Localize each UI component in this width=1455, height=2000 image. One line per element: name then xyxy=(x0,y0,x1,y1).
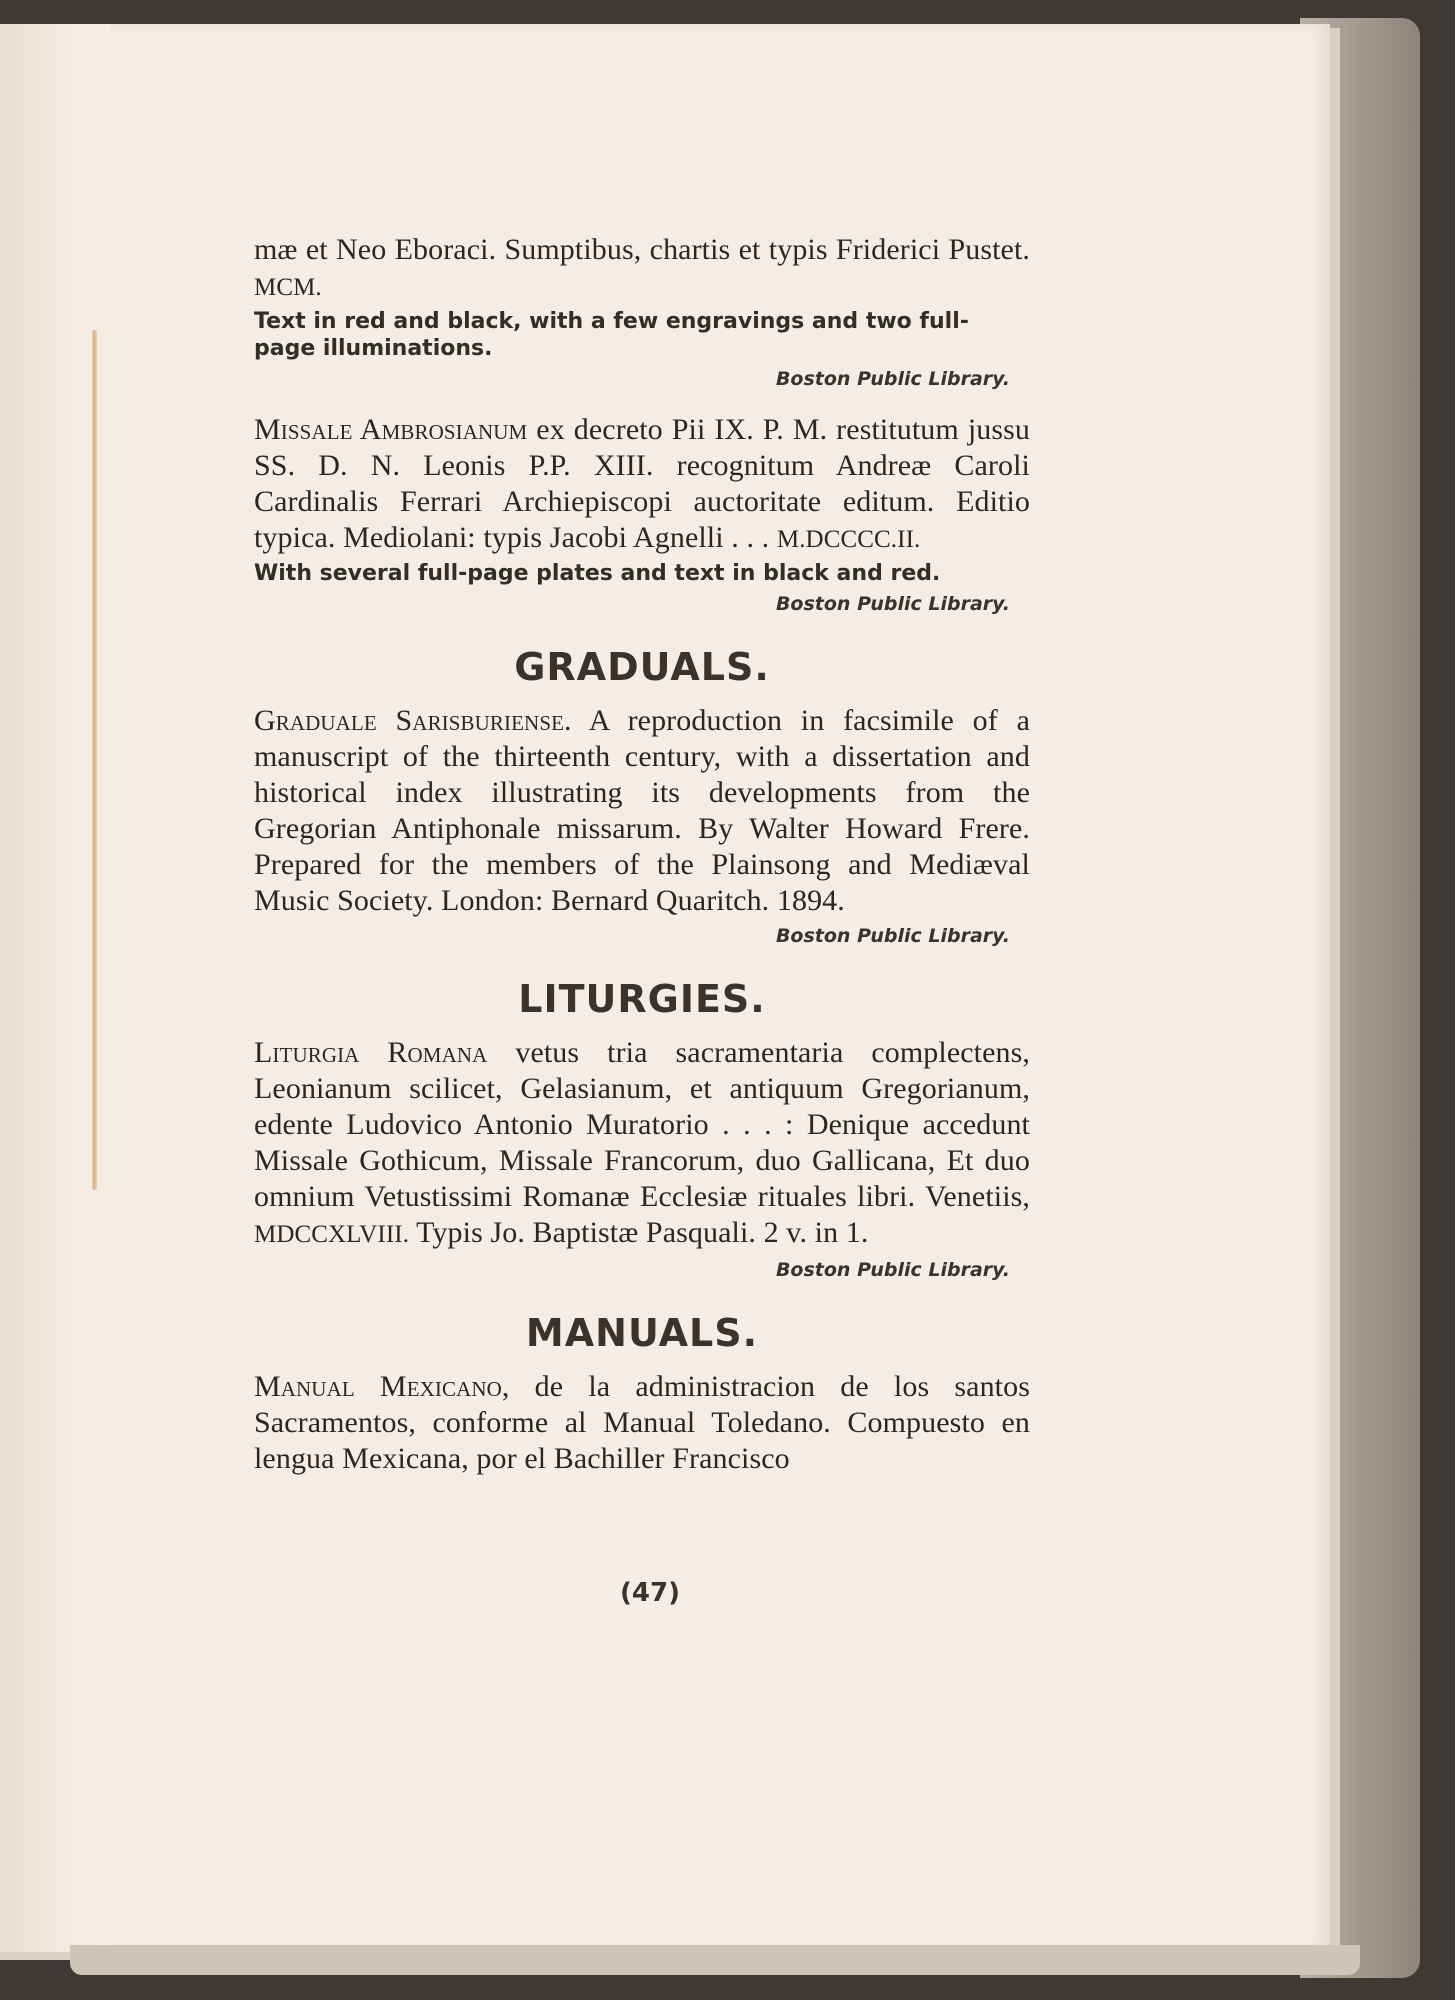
entry-continuation xyxy=(254,232,1030,390)
library-credit: Boston Public Library. xyxy=(775,925,1010,947)
entry-title: Liturgia Romana xyxy=(254,1036,488,1069)
entry-manual-mexicano xyxy=(254,1369,1030,1477)
entry-title: Missale Ambrosianum xyxy=(254,413,528,446)
binding-thread xyxy=(92,330,97,1190)
page-number: (47) xyxy=(620,1578,680,1608)
entry-text-part: A reproduction in facsimile of a manuscript of the thirteenth century, with a dissertation and historical index illustrating its developments from the Gregorian Antiphonale missarum. By Walter Howard Frere. Prepared for the members of the Plainsong and Mediæval Music Society. London: Bernard Quaritch. 1894. xyxy=(254,704,1030,917)
entry-text xyxy=(254,1035,1030,1253)
entry-date: M.DCCCC.II. xyxy=(776,526,921,553)
entry-text xyxy=(254,412,1030,558)
page-bottom-edge xyxy=(70,1945,1360,1975)
entry-note: With several full-page plates and text in black and red. xyxy=(254,561,941,586)
section-heading-liturgies: LITURGIES. xyxy=(518,977,766,1021)
section-heading-manuals: MANUALS. xyxy=(525,1311,759,1355)
entry-title: Manual Mexicano, xyxy=(254,1370,510,1403)
entry-text-part: mæ et Neo Eboraci. Sumptibus, chartis et typis Friderici Pustet. xyxy=(254,233,1030,266)
entry-date: MDCCXLVIII. xyxy=(254,1221,410,1248)
entry-title: Graduale Sarisburiense. xyxy=(254,704,572,737)
entry-date: MCM. xyxy=(254,274,322,301)
entry-text-part: Typis Jo. Baptistæ Pasquali. 2 v. in 1. xyxy=(409,1216,869,1249)
entry-missale-ambrosianum xyxy=(254,412,1030,615)
page-content xyxy=(254,232,1030,1499)
library-credit: Boston Public Library. xyxy=(775,593,1010,615)
entry-note: Text in red and black, with a few engravings and two full-page illuminations. xyxy=(254,309,969,361)
library-credit: Boston Public Library. xyxy=(775,368,1010,390)
entry-graduale-sarisburiense xyxy=(254,703,1030,947)
section-heading-graduals: GRADUALS. xyxy=(514,645,770,689)
library-credit: Boston Public Library. xyxy=(775,1259,1010,1281)
entry-text xyxy=(254,232,1030,306)
entry-text-part: ex decreto Pii IX. P. M. restitutum jussu SS. D. N. Leonis P.P. XIII. recognitum Andreæ Caroli Cardinalis Ferrari Archiepiscopi auctoritate editum. Editio typica. Mediolani: typis Jacobi Agnelli . . . xyxy=(254,413,1030,554)
entry-text xyxy=(254,703,1030,919)
entry-liturgia-romana xyxy=(254,1035,1030,1281)
entry-text-part: de la administracion de los santos Sacramentos, conforme al Manual Toledano. Compuesto en lengua Mexicana, por el Bachiller Francisco xyxy=(254,1370,1030,1475)
entry-text-part: vetus tria sacramentaria complectens, Leonianum scilicet, Gelasianum, et antiquum Gregorianum, edente Ludovico Antonio Muratorio . . . : Denique accedunt Missale Gothicum, Missale Francorum, duo Gallicana, Et duo omnium Vetustissimi Romanæ Ecclesiæ rituales libri. Venetiis, xyxy=(254,1036,1030,1213)
entry-text xyxy=(254,1369,1030,1477)
